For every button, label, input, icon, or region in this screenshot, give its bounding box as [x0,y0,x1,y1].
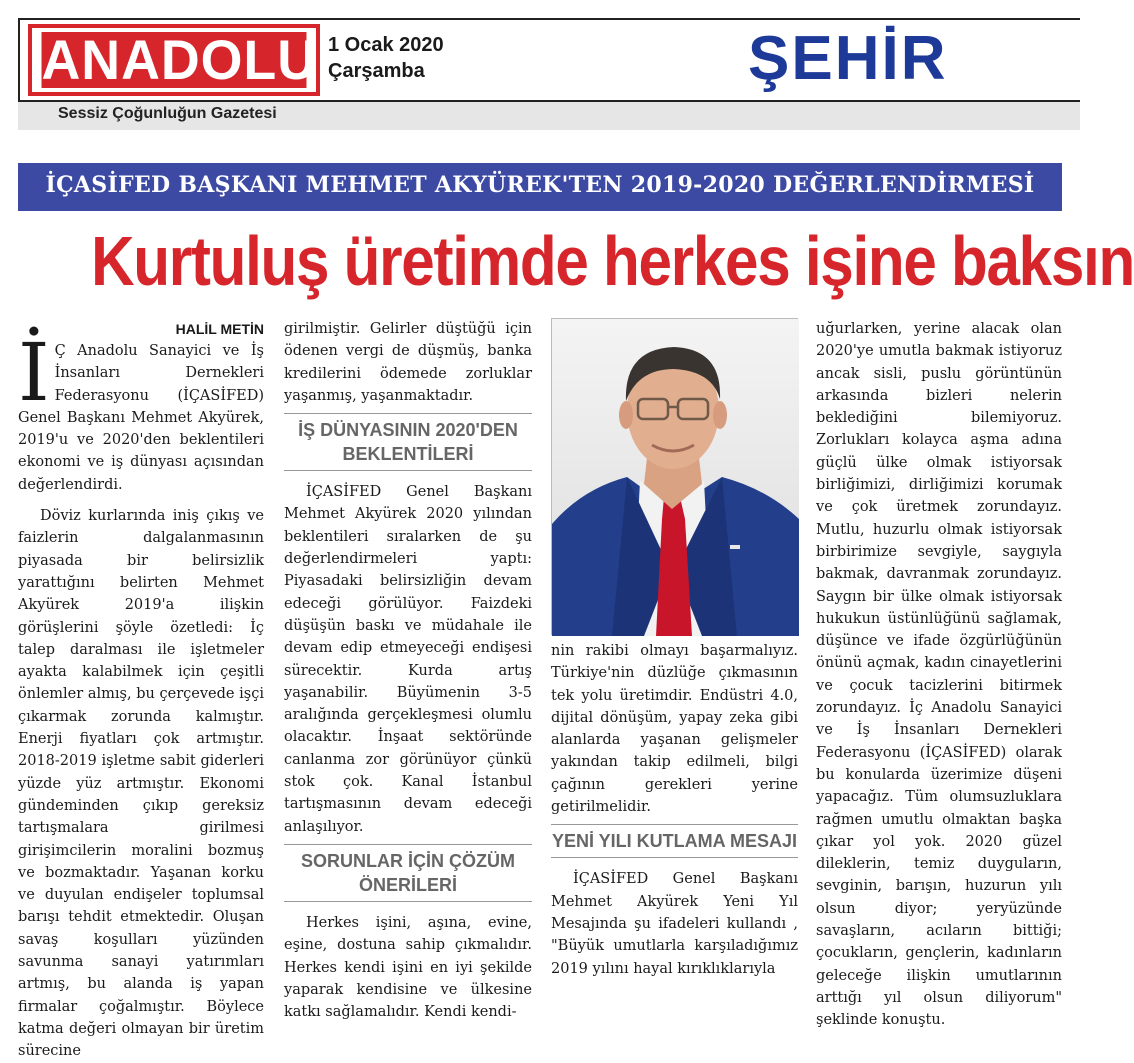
body-paragraph-4-continued: uğurlarken, yerine alacak olan 2020'ye umutla bakmak istiyoruz ancak sisli, puslu görüntünün arkasında bizleri nelerin beklediğini bilemiyoruz. Zorlukları kolayca aşma adına güçlü ülke olmak istiyorsak birliğimizi, dirliğimizi korumak ve çok üretmek zorundayız. Mutlu, huzurlu olmak istiyorsak birbirimize sevgiyle, saygıyla bakmak, davranmak zorundayız. Saygın bir ülke olmak istiyorsak hukukun üstünlüğünü sağlamak, düşünce ve ifade özgürlüğünün önünü açmak, kadın cinayetlerini ve çocuk tacizlerini bitirmek zorundayız. İç Anadolu Sanayici ve İş İnsanları Dernekleri Federasyonu (İÇASİFED) olarak bu konularda üzerimize düşeni yapacağız. Tüm olumsuzluklara rağmen umutlu olmaktan başka çıkar yol yok. 2020 güzel dileklerin, temiz duyguların, sevginin, barışın, huzurun yılı olsun diyor; yeryüzünde savaşların, acıların bittiği; çocukların, gençlerin, kadınların geleceğe ilişkin umutlarının arttığı yıl olsun diliyorum" şeklinde konuştu. [816,321,1062,1029]
newspaper-slogan: Sessiz Çoğunluğun Gazetesi [58,105,277,122]
article-headline: Kurtuluş üretimde herkes işine baksın [91,222,1134,300]
logo-text: ANADOLU [41,28,318,91]
body-paragraph-3: Herkes işini, aşına, evine, eşine, dostuna sahip çıkmalıdır. Herkes kendi işini en iyi şekilde yaparak kendisine ve ülkesine katkı sağlamalıdır. Kendi kendi- [284,914,532,1021]
portrait-photo [551,318,798,635]
subhead-new-year-message: YENİ YILI KUTLAMA MESAJI [551,824,798,858]
article-column-4 [816,318,1062,1032]
portrait-illustration [552,319,799,636]
lead-text: Ç Anadolu Sanayici ve İş İnsanları Dernekleri Federasyonu (İÇASİFED) Genel Başkanı Mehmet Akyürek, 2019'u ve 2020'den beklentileri ekonomi ve iş dünyası açısından değerlendirdi. [18,343,264,493]
body-paragraph-3-continued: nin rakibi olmayı başarmalıyız. Türkiye'nin düzlüğe çıkmasının tek yolu üretimdir. Endüstri 4.0, dijital dönüşüm, yapay zeka gibi alanlarda yaşanan gelişmeler yakından takip edilmeli, bilgi çağının gerekleri yerine getirilmelidir. [551,643,798,816]
article-column-2 [284,318,532,1023]
newspaper-logo[interactable] [28,24,320,96]
issue-date: 1 Ocak 2020 [328,34,444,56]
byline: HALİL METİN [175,321,264,337]
drop-cap: İ [18,326,50,419]
masthead [18,18,1080,102]
slogan-bar [18,102,1080,130]
section-title: ŞEHİR [748,24,948,93]
article-column-1 [18,318,264,1063]
kicker-bar [18,163,1062,211]
body-paragraph-1: Döviz kurlarında iniş çıkış ve faizlerin dalgalanmasının piyasada bir belirsizlik yarattığını belirten Mehmet Akyürek 2019'a ilişkin görüşlerini şöyle özetledi: İç talep daralması ile işletmeler ayakta kalabilmek için çeşitli önlemler almış, bu çerçevede işçi çıkarmak zorunda kalmıştır. Enerji fiyatları çok artmıştır. 2018-2019 işletme sabit giderleri yüzde yüz artmıştır. Ekonomi gündeminden çıkıp gereksiz tartışmalara girilmesi girişimcilerin moralini bozmuş ve bozmaktadır. Yaşanan korku ve duyulan endişeler toplumsal barışı tehdit etmektedir. Oluşan savaş koşulları yüzünden savunma sanayi yatırımları artmış, bu alanda iş yapan firmalar çoğalmıştır. Böylece katma değeri olmayan bir üretim sürecine [18,508,264,1060]
subhead-solutions: SORUNLAR İÇİN ÇÖZÜM ÖNERİLERİ [284,844,532,902]
issue-weekday: Çarşamba [328,60,425,82]
article-kicker: İÇASİFED BAŞKANI MEHMET AKYÜREK'TEN 2019-2020 DEĞERLENDİRMESİ [45,172,1035,198]
body-paragraph-4: İÇASİFED Genel Başkanı Mehmet Akyürek Yeni Yıl Mesajında şu ifadeleri kullandı , "Büyük umutlarla karşıladığımız 2019 yılını hayal kırıklıklarıyla [551,871,798,977]
body-paragraph-2: İÇASİFED Genel Başkanı Mehmet Akyürek 2020 yılından beklentileri sıralarken de şu değerlendirmeleri yaptı: Piyasadaki belirsizliğin devam edeceği görülüyor. Faizdeki düşüşün baskı ve müdahale ile devam edip etmeyeceği endişesi sürecektir. Kurda artış yaşanabilir. Büyümenin 3-5 aralığında gerçekleşmesi olumlu olacaktır. İnşaat sektöründe canlanma zor görünüyor çünkü stok çok. Kanal İstanbul tartışmasının devam edeceği anlaşılıyor. [284,484,532,835]
article-column-3 [551,640,798,980]
body-paragraph-1-continued: girilmiştir. Gelirler düştüğü için ödenen vergi de düşmüş, banka kredilerini ödemede zorluklar yaşanmış, yaşanmaktadır. [284,321,532,404]
subhead-business-expectations: İŞ DÜNYASININ 2020'DEN BEKLENTİLERİ [284,413,532,471]
